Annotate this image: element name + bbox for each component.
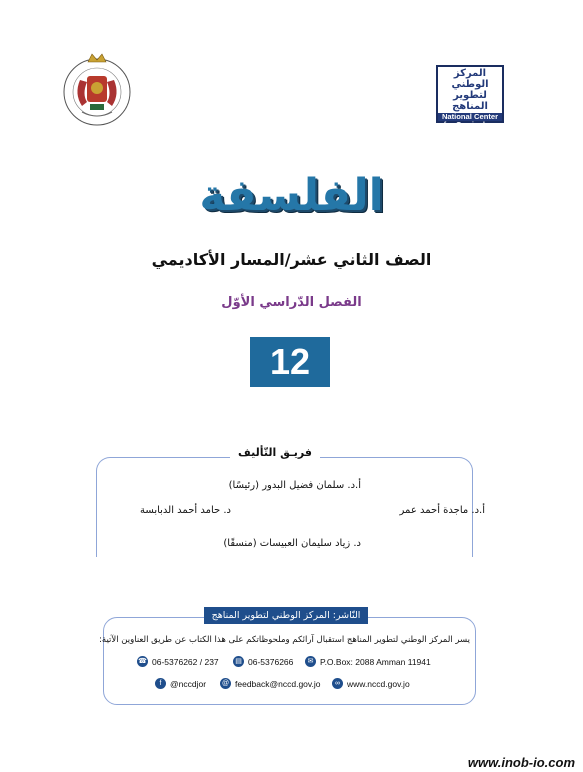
web-value[interactable]: www.nccd.gov.jo xyxy=(347,678,410,689)
nccd-logo xyxy=(436,65,504,138)
link-icon: ∞ xyxy=(332,678,343,689)
nccd-logo-english-1: National Center xyxy=(441,112,499,121)
contact-pobox xyxy=(305,656,431,667)
nccd-logo-english-3: Development xyxy=(446,128,494,138)
phone-value: 06-5376262 / 237 xyxy=(152,656,219,667)
contact-fax xyxy=(233,656,293,667)
author-4: د. زياد سليمان العبيسات (منسقًا) xyxy=(223,538,361,549)
royal-emblem xyxy=(60,50,135,130)
facebook-icon: f xyxy=(155,678,166,689)
email-value[interactable]: feedback@nccd.gov.jo xyxy=(235,678,321,689)
nccd-logo-arabic: المركز الوطني لتطوير المناهج xyxy=(438,67,502,113)
author-3: د. حامد أحمد الدبابسة xyxy=(140,505,231,516)
contact-phone xyxy=(137,656,219,667)
phone-icon: ☎ xyxy=(138,658,147,665)
mail-icon: ✉ xyxy=(305,656,316,667)
author-2: أ.د. ماجدة أحمد عمر xyxy=(399,505,485,516)
book-subtitle: الصف الثاني عشر/المسار الأكاديمي xyxy=(151,250,432,269)
at-icon: @ xyxy=(221,680,230,687)
publisher-label: النّاشر: المركز الوطني لتطوير المناهج xyxy=(204,607,368,624)
fax-value: 06-5376266 xyxy=(248,656,294,667)
book-title: الفلسفة xyxy=(199,170,384,221)
contact-facebook[interactable] xyxy=(155,678,206,689)
footer-website[interactable]: www.inob-io.com xyxy=(467,755,575,770)
fax-icon: ▤ xyxy=(233,656,244,667)
contact-email[interactable] xyxy=(220,678,321,689)
semester-label: الفصل الدّراسي الأوّل xyxy=(221,295,362,310)
grade-badge: 12 xyxy=(250,337,330,387)
royal-emblem-icon xyxy=(60,50,135,130)
publisher-text: يسر المركز الوطني لتطوير المناهج استقبال آرائكم وملحوظاتكم على هذا الكتاب عن طريق العناوين الآتية: xyxy=(99,635,470,645)
pobox-value: P.O.Box: 2088 Amman 11941 xyxy=(320,656,431,667)
authors-heading: فريـق التّأليف xyxy=(230,446,320,459)
facebook-value[interactable]: @nccdjor xyxy=(170,678,207,689)
nccd-logo-english-2: for Curriculum xyxy=(443,120,497,130)
contact-web[interactable] xyxy=(332,678,410,689)
author-1: أ.د. سلمان فضيل البدور (رئيسًا) xyxy=(228,480,361,491)
